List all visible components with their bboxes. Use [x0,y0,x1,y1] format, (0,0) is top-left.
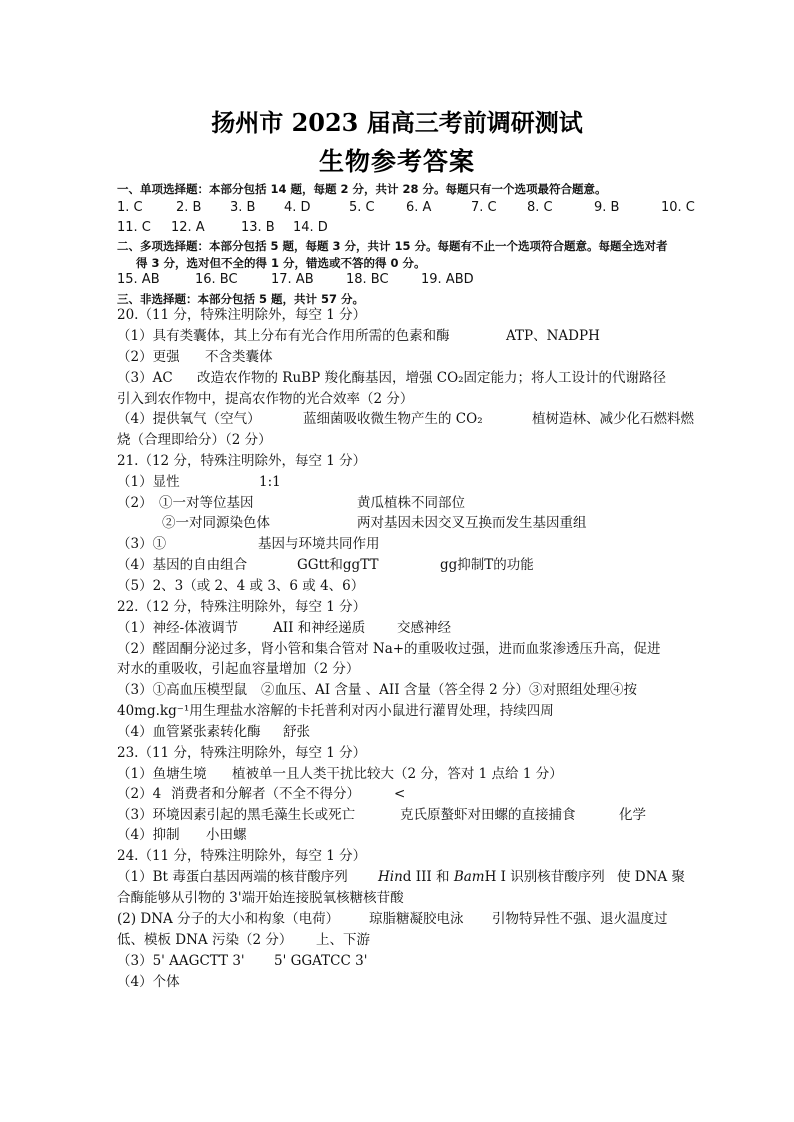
q24-head: 24.（11 分，特殊注明除外，每空 1 分） [117,848,367,864]
q21-l2e: 两对基因未因交叉互换而发生基因重组 [357,515,587,531]
answer-14: 14. D [293,220,328,235]
q22-l1c: 交感神经 [397,620,451,636]
q20-l2b: 不含类囊体 [205,349,273,365]
answer-19: 19. ABD [421,272,474,287]
q24-l1b [378,869,605,885]
q23-l3a: （3）环境因素引起的黑毛藻生长或死亡 [117,807,356,823]
answer-1: 1. C [117,200,143,215]
q20-l3b: 改造农作物的 RuBP 羧化酶基因，增强 CO₂固定能力；将人工设计的代谢路径 [197,370,667,386]
answer-6: 6. A [406,200,432,215]
answer-17: 17. AB [271,272,314,287]
q22-line-3b: 40mg.kg⁻¹用生理盐水溶解的卡托普利对丙小鼠进行灌胃处理，持续四周 [117,703,554,719]
hind-rest: d III 和 [402,869,454,885]
answer-18: 18. BC [346,272,389,287]
q23-l3b: 克氏原螯虾对田螺的直接捕食 [400,807,576,823]
q24-line-1b: 合酶能够从引物的 3'端开始连接脱氧核糖核苷酸 [117,890,404,906]
q23-head: 23.（11 分，特殊注明除外，每空 1 分） [117,745,367,761]
q21-head: 21.（12 分，特殊注明除外，每空 1 分） [117,453,367,469]
q20-line-3b: 引入到农作物中，提高农作物的光合效率（2 分） [117,391,414,407]
q24-l2a: (2) DNA 分子的大小和构象（电荷） [117,911,340,927]
q20-l4a: （4）提供氧气（空气） [117,411,261,427]
q22-line-2b: 对水的重吸收，引起血容量增加（2 分） [117,661,360,677]
bam-italic: Bam [453,869,485,885]
section-1-header: 一、单项选择题：本部分包括 14 题，每题 2 分，共计 28 分。每题只有一个选项最符合题意。 [117,182,607,196]
q20-l3a: （3）AC [117,370,173,386]
answer-9: 9. B [594,200,620,215]
q23-l4a: （4）抑制 [117,827,180,843]
q23-l2b: 消费者和分解者（不全不得分） [171,786,360,802]
answer-11: 11. C [117,220,151,235]
answer-3: 3. B [230,200,256,215]
q20-l1a: （1）具有类囊体，其上分布有光合作用所需的色素和酶 [117,328,450,344]
q23-l1b: 植被单一且人类干扰比较大（2 分，答对 1 点给 1 分） [232,766,563,782]
q24-l2b: 琼脂糖凝胶电泳 [369,911,464,927]
q21-l2d: ②一对同源染色体 [162,515,270,531]
q20-head: 20.（11 分，特殊注明除外，每空 1 分） [117,307,367,323]
q20-l4b: 蓝细菌吸收微生物产生的 CO₂ [303,411,483,427]
q22-l3a: （3）①高血压模型鼠 [117,682,248,698]
q22-l1b: AII 和神经递质 [273,620,366,636]
page-title: 扬州市 2023 届高三考前调研测试 [211,108,583,137]
q24-line-4: （4）个体 [117,974,180,990]
bam-rest: H I 识别核苷酸序列 [484,869,605,885]
q21-line-5: （5）2、3（或 2、4 或 3、6 或 4、6） [117,578,365,594]
q24-l2d: 低、模板 DNA 污染（2 分） [117,932,293,948]
q24-l1a: （1）Bt 毒蛋白基因两端的核苷酸序列 [117,869,348,885]
q21-l3a: （3）① [117,536,167,552]
section-3-header: 三、非选择题：本部分包括 5 题，共计 57 分。 [117,292,365,306]
q21-l4c: gg抑制T的功能 [440,557,534,573]
answer-15: 15. AB [117,272,160,287]
answer-5: 5. C [349,200,375,215]
q23-l2c: < [394,786,406,802]
answer-13: 13. B [241,220,275,235]
answer-2: 2. B [176,200,202,215]
q20-l2a: （2）更强 [117,349,180,365]
q21-l1a: （1）显性 [117,474,180,490]
q23-l1a: （1）鱼塘生境 [117,766,207,782]
q20-l1b: ATP、NADPH [506,328,600,344]
q24-l2c: 引物特异性不强、退火温度过 [492,911,668,927]
answer-7: 7. C [471,200,497,215]
q23-l4b: 小田螺 [206,827,247,843]
q22-l1a: （1）神经-体液调节 [117,620,239,636]
q24-l3a: （3）5' AAGCTT 3' [117,953,245,969]
q24-l3b: 5' GGATCC 3' [274,953,368,969]
q24-l1c: 使 DNA 聚 [617,869,685,885]
q21-l2a: （2） [117,495,153,511]
answer-4: 4. D [284,200,311,215]
q21-l4a: （4）基因的自由组合 [117,557,248,573]
hind-italic: Hin [378,869,403,885]
q22-l4b: 舒张 [283,724,310,740]
page-subtitle: 生物参考答案 [318,147,475,176]
answer-10: 10. C [661,200,695,215]
section-2-header-cont: 得 3 分，选对但不全的得 1 分，错选或不答的得 0 分。 [136,256,426,270]
q22-l4a: （4）血管紧张素转化酶 [117,724,261,740]
answer-8: 8. C [527,200,553,215]
q20-line-4b: 烧（合理即给分）（2 分） [117,432,272,448]
q21-l4b: GGtt和ggTT [297,557,379,573]
q23-l2a: （2）4 [117,786,162,802]
q21-l2c: 黄瓜植株不同部位 [357,495,465,511]
q21-l2b: ①一对等位基因 [159,495,254,511]
section-2-header: 二、多项选择题：本部分包括 5 题，每题 3 分，共计 15 分。每题有不止一个选项符合题意。每题全选对者 [117,239,668,253]
q21-l3b: 基因与环境共同作用 [258,536,380,552]
q22-line-2: （2）醛固酮分泌过多，肾小管和集合管对 Na+的重吸收过强，进而血浆渗透压升高，促进 [117,641,661,657]
q24-l2e: 上、下游 [316,932,370,948]
q21-l1b: 1:1 [259,474,281,490]
q22-head: 22.（12 分，特殊注明除外，每空 1 分） [117,599,367,615]
answer-12: 12. A [171,220,205,235]
answer-16: 16. BC [195,272,238,287]
q20-l4c: 植树造林、减少化石燃料燃 [532,411,694,427]
q22-l3b: ②血压、AI 含量 、AII 含量（答全得 2 分）③对照组处理④按 [261,682,638,698]
q23-l3c: 化学 [619,807,646,823]
